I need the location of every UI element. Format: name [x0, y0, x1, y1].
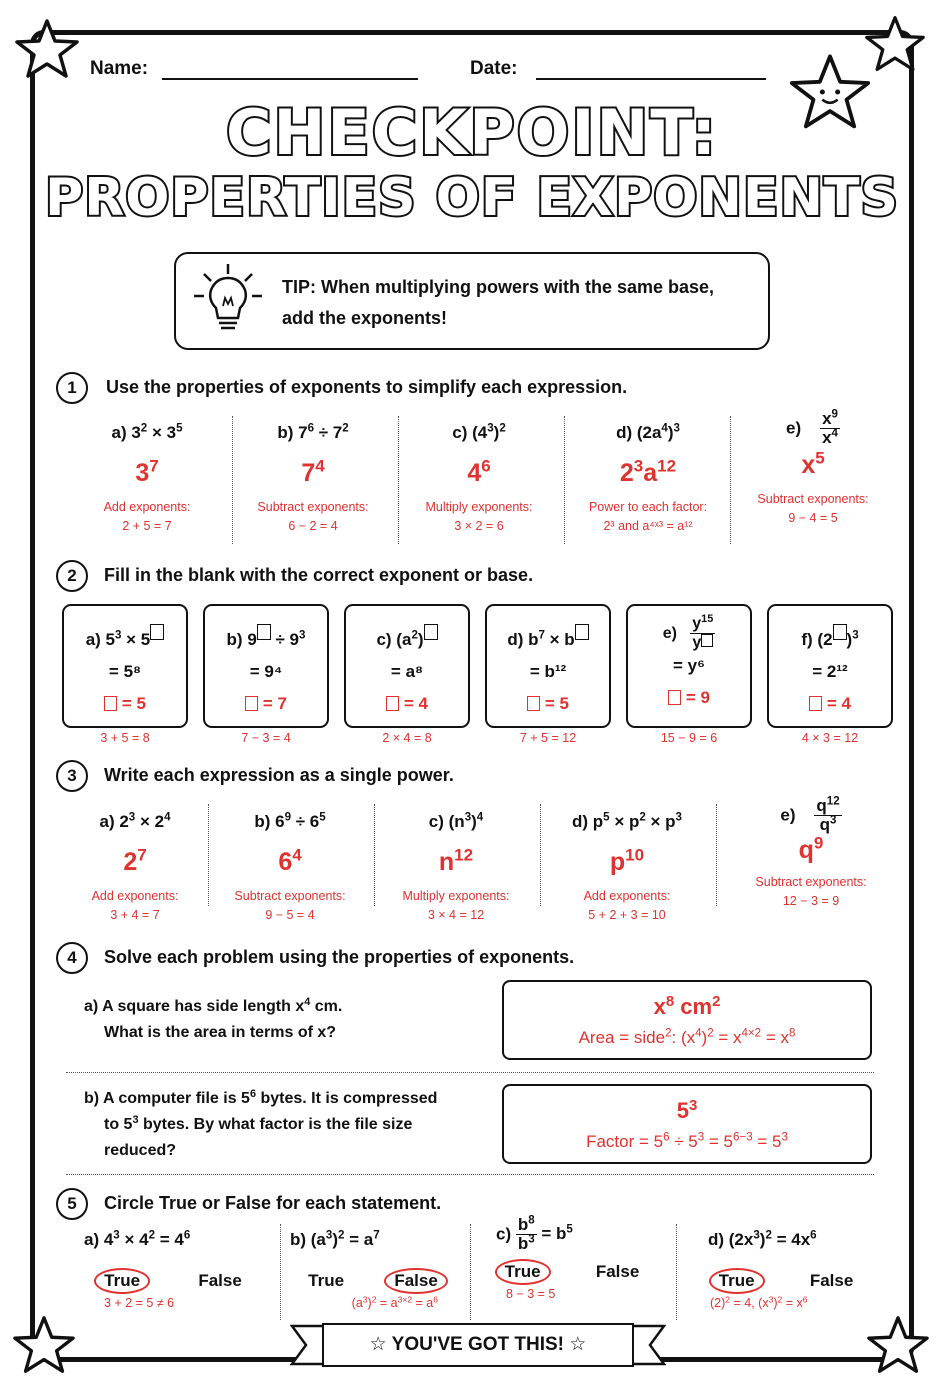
fill-box-c: c) $(a^2)$ = a⁸ = 4 — [344, 604, 470, 728]
fill-box-b: b) $9 \div 9^3$ = 9⁴ = 7 — [203, 604, 329, 728]
statement-5a: a) $4^3 \times 4^2 = 4^6$ True False 3 + 2 = 5 ≠ 6 — [74, 1230, 270, 1313]
statement-5c: c) $\frac{b^8}{b^3}$ = $b^5$ True False 8 − 3 = 5 — [476, 1216, 666, 1304]
footer-text: YOU'VE GOT THIS! — [391, 1334, 565, 1355]
fill-box-a: a) $5^3 \times 5$ = 5⁸ = 5 — [62, 604, 188, 728]
name-label: Name: — [90, 58, 149, 79]
statement-5b: b) $(a^3)^2 = a^7$ True False $(a^3)^2 = a^{3\times 2} = a^6$ — [284, 1230, 464, 1313]
fill-box-e: e) $\frac{y^{15}}{y}$ = y⁶ = 9 — [626, 604, 752, 728]
page-title: CHECKPOINT: — [225, 96, 719, 169]
true-option[interactable]: True — [495, 1259, 551, 1285]
false-option[interactable]: False — [595, 1261, 640, 1281]
name-field[interactable] — [162, 78, 418, 80]
answer-box-4b: $5^3$ Factor = $5^6 \div 5^3 = 5^{6-3} = 5^3$ — [502, 1084, 872, 1164]
star-icon — [864, 14, 926, 74]
page-subtitle: PROPERTIES OF EXPONENTS — [45, 168, 899, 228]
fill-box-f: f) (2 )$^3$ = 2¹² = 4 — [767, 604, 893, 728]
problem-1c: c) $(4^3)^2$ $4^6$ Multiply exponents: 3 × 2 = 6 — [425, 422, 533, 533]
star-outline-icon: ☆ — [569, 1334, 587, 1355]
false-option[interactable]: False — [809, 1271, 854, 1290]
true-option[interactable]: True — [308, 1271, 345, 1290]
false-option[interactable]: False — [198, 1271, 242, 1290]
footer-banner — [322, 1323, 634, 1367]
section-2-number: 2 — [56, 560, 88, 592]
section-1-title: Use the properties of exponents to simplify each expression. — [106, 377, 628, 397]
problem-3a: a) $2^3 \times 2^4$ $2^7$ Add exponents: 3 + 4 = 7 — [91, 811, 179, 922]
date-label: Date: — [470, 58, 518, 79]
section-4-number: 4 — [56, 942, 88, 974]
problem-1d: d) $(2a^4)^3$ $2^3a^{12}$ Power to each factor: 2³ and a⁴ˣ³ = a¹² — [588, 422, 708, 533]
problem-3d: d) $p^5 \times p^2 \times p^3$ $p^{10}$ Add exponents: 5 + 2 + 3 = 10 — [572, 811, 682, 922]
false-option[interactable]: False — [384, 1268, 447, 1294]
section-3-title: Write each expression as a single power. — [104, 765, 454, 785]
star-icon — [12, 1314, 76, 1376]
star-icon — [866, 1314, 930, 1376]
problem-1b: b) $7^6 \div 7^2$ $7^4$ Subtract exponents: 6 − 2 = 4 — [257, 422, 369, 533]
section-4-title: Solve each problem using the properties of exponents. — [104, 947, 575, 967]
problem-1a: a) $3^2 \times 3^5$ $3^7$ Add exponents: 2 + 5 = 7 — [103, 422, 191, 533]
date-field[interactable] — [536, 78, 766, 80]
section-1-number: 1 — [56, 372, 88, 404]
statement-5d: d) $(2x^3)^2 = 4x^6$ True False $(2)^2 = 4$, $(x^3)^2 = x^6$ — [690, 1230, 880, 1313]
section-5-title: Circle True or False for each statement. — [104, 1193, 442, 1213]
true-option[interactable]: True — [709, 1268, 765, 1294]
section-2-title: Fill in the blank with the correct exponent or base. — [104, 565, 534, 585]
star-outline-icon: ☆ — [369, 1334, 387, 1355]
problem-1e: e) $\frac{x^9}{x^4}$ $x^5$ Subtract exponents: 9 − 4 = 5 — [757, 408, 869, 525]
problem-3e: e) $\frac{q^{12}}{q^3}$ $q^9$ Subtract exponents: 12 − 3 = 9 — [755, 795, 867, 908]
answer-box-4a: $x^8$ $cm^2$ Area = side$^2$: $(x^4)^2 = x^{4\times 2} = x^8$ — [502, 980, 872, 1060]
fill-box-d: d) $b^7 \times b$ = b¹² = 5 — [485, 604, 611, 728]
star-icon — [14, 18, 80, 80]
problem-3c: c) $(n^3)^4$ $n^{12}$ Multiply exponents: 3 × 4 = 12 — [402, 811, 510, 922]
lightbulb-icon — [192, 262, 264, 338]
section-5-number: 5 — [56, 1188, 88, 1220]
section-3-number: 3 — [56, 760, 88, 792]
problem-3b: b) $6^9 \div 6^5$ $6^4$ Subtract exponents: 9 − 5 = 4 — [234, 811, 346, 922]
true-option[interactable]: True — [94, 1268, 150, 1294]
tip-text: TIP: When multiplying powers with the same base, add the exponents! — [282, 277, 715, 328]
problem-4a-text: a) A square has side length $x^4$ cm. What is the area in terms of x? — [84, 996, 343, 1041]
problem-4b-text: b) A computer file is $5^6$ bytes. It is compressed to $5^3$ bytes. By what factor is the file size reduced? — [84, 1088, 438, 1159]
